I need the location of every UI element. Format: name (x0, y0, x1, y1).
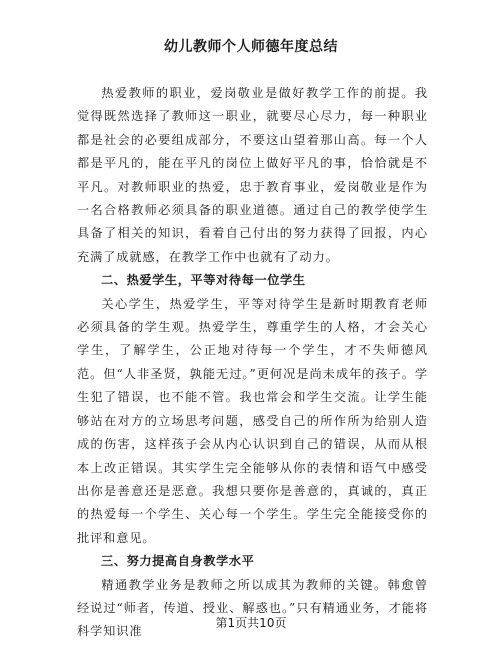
document-body (77, 82, 428, 644)
paragraph-intro: 热爱教师的职业，爱岗敬业是做好教学工作的前提。我觉得既然选择了教师这一职业，就要尽心尽力，每一种职业都是社会的必要组成部分，不要这山望着那山高。每一个人都是平凡的，能在平凡的岗位上做好平凡的事，恰恰就是不平凡。对教师职业的热爱，忠于教育事业，爱岗敬业是作为一名合格教师必须具备的职业道德。通过自己的教学使学生具备了相关的知识，看着自己付出的努力获得了回报，内心充满了成就感，在教学工作中也就有了动力。 (77, 86, 428, 264)
paragraph-section-2: 关心学生，热爱学生，平等对待学生是新时期教育老师必须具备的学生观。热爱学生，尊重学生的人格，才会关心学生，了解学生，公正地对待每一个学生，才不失师德风范。但“人非圣贤，孰能无过。”更何况是尚未成年的孩子。学生犯了错误，也不能不管。我也常会和学生交流。让学生能够站在对方的立场思考问题，感受自己的所作所为给别人造成的伤害，这样孩子会从内心认识到自己的错误，从而从根本上改正错误。其实学生完全能够从你的表情和语气中感受出你是善意还是恶意。我想只要你是善意的，真诚的，真正的热爱每一个学生、关心每一个学生。学生完全能接受你的批评和意见。 (77, 296, 428, 545)
page-footer: 第1页共10页 (215, 616, 287, 630)
paragraph-section-3: 精通教学业务是教师之所以成其为教师的关键。韩愈曾经说过“师者，传道、授业、解惑也。”只有精通业务，才能将科学知识准 (77, 577, 428, 639)
section-heading-3: 三、努力提高自身教学水平 (101, 554, 255, 569)
document-title: 幼儿教师个人师德年度总结 (164, 39, 338, 55)
section-heading-2: 二、热爱学生，平等对待每一位学生 (101, 273, 306, 288)
